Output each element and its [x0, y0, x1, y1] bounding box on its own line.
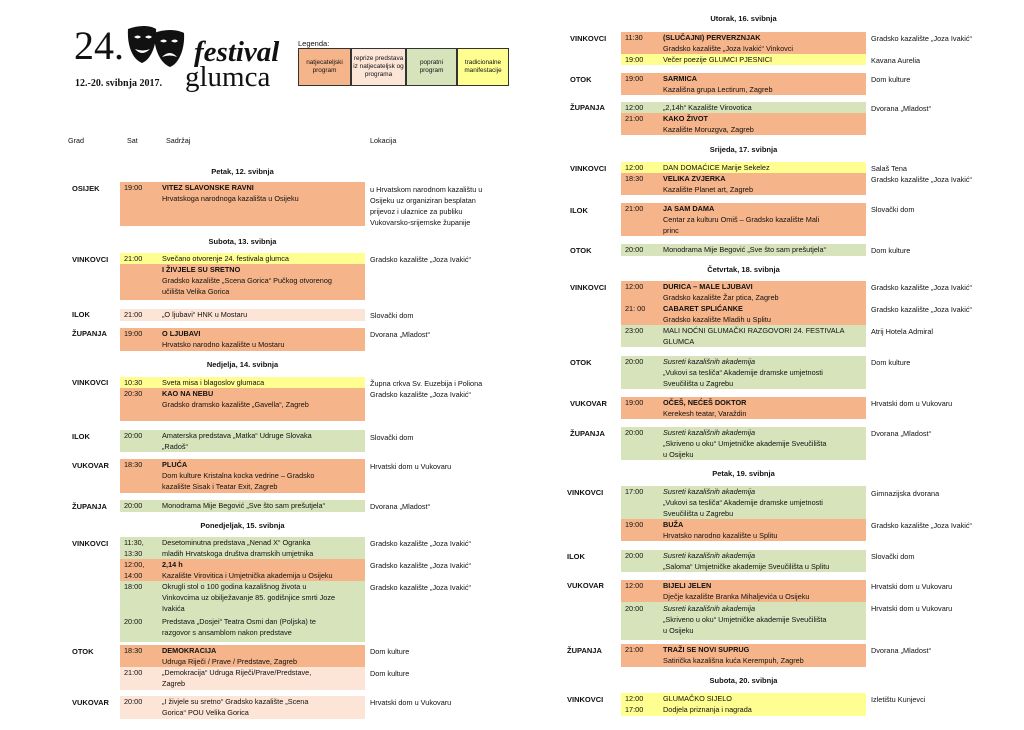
- event-row: [120, 430, 365, 452]
- event-title: SARMICA: [663, 74, 698, 83]
- event-time: 19:00: [625, 398, 644, 407]
- event-row: [621, 102, 866, 113]
- event-location: Gradsko kazalište „Joza Ivakić“: [871, 175, 972, 184]
- event-time: 20:00: [124, 501, 143, 510]
- event-location: Gradsko kazalište „Joza Ivakić“: [871, 305, 972, 314]
- event-time: 18:00: [124, 582, 143, 591]
- event-row: [120, 645, 365, 667]
- event-title: VELIKA ZVJERKA: [663, 174, 726, 183]
- event-subtitle: Udruga Riječi / Prave / Predstave, Zagreb: [162, 657, 298, 666]
- event-title: DEMOKRACIJA: [162, 646, 217, 655]
- event-text: Monodrama Mije Begović „Sve što sam prešutjela“: [663, 245, 827, 254]
- legend-reprise: reprize predstava iz natjecateljsk og programa: [351, 48, 406, 86]
- event-row: [120, 537, 365, 559]
- city-label: ŽUPANJA: [72, 502, 107, 511]
- day-header: Subota, 20. svibnja: [709, 676, 778, 685]
- event-time: 19:00: [625, 520, 644, 529]
- event-row: [621, 281, 866, 325]
- logo-number: 24.: [74, 23, 124, 68]
- city-label: VUKOVAR: [72, 698, 109, 707]
- col-header-city: Grad: [68, 136, 84, 145]
- city-label: OTOK: [570, 358, 592, 367]
- legend-side-program: popratni program: [406, 48, 457, 86]
- event-series: Susreti kazališnih akademija: [663, 487, 756, 496]
- event-time: 19:00: [124, 183, 143, 192]
- event-row: [621, 73, 866, 95]
- event-time: 20:00: [625, 357, 644, 366]
- event-location: Gradsko kazalište „Joza Ivakić“: [370, 390, 471, 399]
- event-time: 20:00: [124, 431, 143, 440]
- theatre-masks-icon: [124, 23, 190, 69]
- event-text: Sveta misa i blagoslov glumaca: [162, 378, 265, 387]
- event-text: Večer poezije GLUMCI PJESNICI: [663, 55, 773, 64]
- event-row: [120, 459, 365, 493]
- event-text: „Skriveno u oku“ Umjetničke akademije Sveučilišta u Osijeku: [663, 439, 827, 459]
- event-title: BUŽA: [663, 520, 684, 529]
- event-time: 12:00: [625, 163, 644, 172]
- event-location: Dom kulture: [871, 75, 911, 84]
- event-text: „Vukovi sa tesliča“ Akademije dramske umjetnosti Sveučilišta u Zagrebu: [663, 368, 823, 388]
- event-row: [621, 356, 866, 389]
- event-text: Predstava „Dosjei“ Teatra Osmi dan (Poljska) te razgovor s ansamblom nakon predstave: [162, 617, 316, 637]
- event-text: „O ljubavi“ HNK u Mostaru: [162, 310, 248, 319]
- event-title: PLUĆA: [162, 460, 188, 469]
- event-time: 20:00: [625, 551, 644, 560]
- event-location: Dom kulture: [370, 669, 410, 678]
- city-label: VINKOVCI: [72, 255, 109, 264]
- event-time: 12:00, 14:00: [124, 560, 145, 580]
- event-title: OČEŠ, NEĆEŠ DOKTOR: [663, 398, 747, 407]
- event-row: [120, 309, 365, 321]
- event-time: 12:00: [625, 103, 644, 112]
- event-title: JA SAM DAMA: [663, 204, 715, 213]
- event-row: [120, 253, 365, 264]
- city-label: VINKOVCI: [570, 283, 607, 292]
- event-location: Gradsko kazalište „Joza Ivakić“: [871, 283, 972, 292]
- event-text: „Vukovi sa tesliča“ Akademije dramske umjetnosti Sveučilišta u Zagrebu: [663, 498, 823, 518]
- event-time: 23:00: [625, 326, 644, 335]
- event-row: [120, 696, 365, 719]
- event-row: [120, 328, 365, 351]
- event-title: 2,14 h: [162, 560, 183, 569]
- event-location: Slovački dom: [370, 433, 414, 442]
- col-header-time: Sat: [127, 136, 138, 145]
- event-title: KAKO ŽIVOT: [663, 114, 708, 123]
- city-label: VINKOVCI: [72, 539, 109, 548]
- event-title: BIJELI JELEN: [663, 581, 712, 590]
- event-row: [621, 173, 866, 195]
- city-label: VINKOVCI: [570, 164, 607, 173]
- event-time: 20:00: [625, 428, 644, 437]
- event-time: 17:00: [625, 487, 644, 496]
- event-title: CABARET SPLIĆANKE: [663, 304, 743, 313]
- city-label: OTOK: [570, 246, 592, 255]
- festival-dates: 12.-20. svibnja 2017.: [75, 78, 162, 89]
- event-row: [621, 54, 866, 65]
- event-text: Amaterska predstava „Matka“ Udruge Slovaka „Radoš“: [162, 431, 312, 451]
- event-location: Dvorana „Mladost“: [871, 646, 932, 655]
- event-time: 20:30: [124, 389, 143, 398]
- logo-glumca: glumca: [185, 61, 271, 93]
- city-label: VUKOVAR: [72, 461, 109, 470]
- event-text: Okrugli stol o 100 godina kazališnog života u Vinkovcima uz obilježavanje 85. godišnjice smrti Joze Ivakića: [162, 582, 336, 613]
- event-time: 11:30: [625, 33, 643, 42]
- event-title: I ŽIVJELE SU SRETNO: [162, 265, 241, 274]
- event-row: [621, 244, 866, 256]
- event-location: Dvorana „Mladost“: [871, 104, 932, 113]
- event-time: 21:00: [124, 668, 143, 677]
- event-location: Gimnazijska dvorana: [871, 489, 940, 498]
- event-time: 19:00: [124, 329, 143, 338]
- event-subtitle: Gradsko kazalište „Joza Ivakić“ Vinkovci: [663, 44, 794, 53]
- event-time: 12:00: [625, 581, 644, 590]
- event-row: [621, 580, 866, 602]
- event-time: 19:00: [625, 55, 644, 64]
- event-time: 21:00: [625, 645, 644, 654]
- event-location: Dvorana „Mladost“: [871, 429, 932, 438]
- event-location: Dom kulture: [871, 246, 911, 255]
- event-text: GLUMAČKO SIJELO Dodjela priznanja i nagrada: [663, 694, 752, 714]
- event-location: Dom kulture: [370, 647, 410, 656]
- event-row: [621, 203, 866, 236]
- event-time: 10:30: [124, 378, 143, 387]
- event-row: [120, 182, 365, 226]
- event-time: 21:00: [625, 114, 644, 123]
- event-text: „I živjele su sretno“ Gradsko kazalište „Scena Gorica“ POU Velika Gorica: [162, 697, 309, 717]
- event-text: DAN DOMAĆICE Marije Sekelez: [663, 163, 770, 172]
- city-label: ŽUPANJA: [72, 329, 107, 338]
- city-label: VINKOVCI: [72, 378, 109, 387]
- legend-title: Legenda:: [298, 39, 330, 48]
- event-time: 19:00: [625, 74, 644, 83]
- event-text: Monodrama Mije Begović „Sve što sam prešutjela“: [162, 501, 326, 510]
- event-row: [621, 32, 866, 54]
- event-location: Slovački dom: [871, 205, 915, 214]
- event-time: 12:00 17:00: [625, 694, 644, 714]
- event-row: [621, 325, 866, 347]
- city-label: VINKOVCI: [567, 695, 604, 704]
- event-text: Svečano otvorenje 24. festivala glumca: [162, 254, 289, 263]
- event-row: [120, 667, 365, 690]
- event-location: Izletištu Kunjevci: [871, 695, 926, 704]
- event-subtitle: Satirička kazališna kuća Kerempuh, Zagreb: [663, 656, 804, 665]
- event-location: Salaš Tena: [871, 164, 907, 173]
- city-label: ILOK: [72, 432, 90, 441]
- event-time: 21:00: [124, 254, 143, 263]
- event-time: 12:00: [625, 282, 644, 291]
- event-row: [621, 519, 866, 541]
- event-time: 20:00: [124, 617, 143, 626]
- city-label: OSIJEK: [72, 184, 100, 193]
- event-text: „Demokracija“ Udruga Riječi/Prave/Predstave, Zagreb: [162, 668, 312, 688]
- event-subtitle: Kazališna grupa Lectirum, Zagreb: [663, 85, 773, 94]
- event-location: Hrvatski dom u Vukovaru: [370, 462, 452, 471]
- event-row: [621, 162, 866, 173]
- event-row: [621, 427, 866, 460]
- event-subtitle: Kazalište Planet art, Zagreb: [663, 185, 754, 194]
- day-header: Subota, 13. svibnja: [208, 237, 277, 246]
- city-label: OTOK: [570, 75, 592, 84]
- event-text: „2,14h“ Kazalište Virovotica: [663, 103, 752, 112]
- event-location: Hrvatski dom u Vukovaru: [370, 698, 452, 707]
- event-location: Slovački dom: [370, 311, 414, 320]
- city-label: OTOK: [72, 647, 94, 656]
- event-series: Susreti kazališnih akademija: [663, 604, 756, 613]
- event-row: [120, 264, 365, 300]
- event-location: Kavana Aurelia: [871, 56, 921, 65]
- city-label: ŽUPANJA: [567, 646, 602, 655]
- day-header: Petak, 19. svibnja: [712, 469, 775, 478]
- event-subtitle: Kerekesh teatar, Varaždin: [663, 409, 747, 418]
- day-header: Srijeda, 17. svibnja: [709, 145, 778, 154]
- event-row: [120, 581, 365, 642]
- event-subtitle: Centar za kulturu Omiš – Gradsko kazalište Mali princ: [663, 215, 820, 235]
- event-subtitle: Dom kulture Kristalna kocka vedrine – Gradsko kazalište Sisak i Teatar Exit, Zagreb: [162, 471, 315, 491]
- event-location: Atrij Hotela Admiral: [871, 327, 934, 336]
- city-label: VINKOVCI: [567, 488, 604, 497]
- event-subtitle: Gradsko kazalište Mladih u Splitu: [663, 315, 771, 324]
- event-subtitle: Gradsko kazalište Žar ptica, Zagreb: [663, 293, 779, 302]
- event-row: [621, 693, 866, 716]
- day-header: Ponedjeljak, 15. svibnja: [200, 521, 285, 530]
- event-location: Gradsko kazalište „Joza Ivakić“: [370, 539, 471, 548]
- day-header: Nedjelja, 14. svibnja: [206, 360, 279, 369]
- event-row: [120, 500, 365, 512]
- event-time: 21:00: [625, 204, 644, 213]
- event-time: 18:30: [625, 174, 644, 183]
- event-text: „Skriveno u oku“ Umjetničke akademije Sveučilišta u Osijeku: [663, 615, 827, 635]
- city-label: ŽUPANJA: [570, 103, 605, 112]
- event-subtitle: Hrvatsko narodno kazalište u Splitu: [663, 531, 778, 540]
- event-subtitle: Hrvatskoga narodnoga kazališta u Osijeku: [162, 194, 299, 203]
- event-title: (SLUČAJNI) PERVERZNJAK: [663, 33, 761, 42]
- event-time: 18:30: [124, 646, 143, 655]
- city-label: ILOK: [567, 552, 585, 561]
- event-row: [120, 377, 365, 388]
- event-title: VITEZ SLAVONSKE RAVNI: [162, 183, 254, 192]
- event-row: [621, 644, 866, 667]
- day-header: Četvrtak, 18. svibnja: [707, 265, 780, 274]
- day-header: Utorak, 16. svibnja: [710, 14, 777, 23]
- event-subtitle: Gradsko dramsko kazalište „Gavella“, Zagreb: [162, 400, 309, 409]
- event-time: 18:30: [124, 460, 143, 469]
- event-subtitle: Kazalište Moruzgva, Zagreb: [663, 125, 754, 134]
- col-header-content: Sadržaj: [166, 136, 191, 145]
- city-label: VINKOVCI: [570, 34, 607, 43]
- city-label: VUKOVAR: [567, 581, 604, 590]
- event-row: [120, 388, 365, 421]
- event-time: 11:30, 13:30: [124, 538, 144, 558]
- event-subtitle: Gradsko kazalište „Scena Gorica“ Pučkog otvorenog učilišta Velika Gorica: [162, 276, 332, 296]
- city-label: VUKOVAR: [570, 399, 607, 408]
- event-title: KAO NA NEBU: [162, 389, 214, 398]
- event-location: Dom kulture: [871, 358, 911, 367]
- event-location: Gradsko kazalište „Joza Ivakić“: [370, 583, 471, 592]
- event-time: 21:00: [124, 310, 143, 319]
- event-time: 20:00: [625, 604, 644, 613]
- city-label: ŽUPANJA: [570, 429, 605, 438]
- event-row: [621, 550, 866, 572]
- event-location: Slovački dom: [871, 552, 915, 561]
- event-row: [621, 397, 866, 419]
- city-label: ILOK: [570, 206, 588, 215]
- event-text: „Saloma“ Umjetničke akademije Sveučilišta u Splitu: [663, 562, 830, 571]
- event-title: O LJUBAVI: [162, 329, 201, 338]
- city-label: ILOK: [72, 310, 90, 319]
- event-location: Gradsko kazalište „Joza Ivakić“: [370, 255, 471, 264]
- event-subtitle: Hrvatsko narodno kazalište u Mostaru: [162, 340, 285, 349]
- logo-festival: festival: [194, 36, 280, 68]
- event-location: Gradsko kazalište „Joza Ivakić“: [871, 521, 972, 530]
- event-location: Dvorana „Mladost“: [370, 502, 431, 511]
- event-time: 20:00: [625, 245, 644, 254]
- event-location: Gradsko kazalište „Joza Ivakić“: [370, 561, 471, 570]
- event-time: 20:00: [124, 697, 143, 706]
- event-location: Hrvatski dom u Vukovaru: [871, 399, 953, 408]
- day-header: Petak, 12. svibnja: [211, 167, 274, 176]
- col-header-location: Lokacija: [370, 136, 397, 145]
- event-location: Hrvatski dom u Vukovaru: [871, 604, 953, 613]
- event-subtitle: Kazalište Virovitica i Umjetnička akademija u Osijeku: [162, 571, 333, 580]
- event-location: Župna crkva Sv. Euzebija i Poliona: [370, 379, 483, 388]
- event-series: Susreti kazališnih akademija: [663, 357, 756, 366]
- event-row: [120, 559, 365, 581]
- event-text: Desetominutna predstava „Nenad X“ Ogranka mladih Hrvatskoga društva dramskih umjetnika: [162, 538, 314, 558]
- event-row: [621, 113, 866, 135]
- event-series: Susreti kazališnih akademija: [663, 428, 756, 437]
- event-subtitle: Dječje kazalište Branka Mihaljevića u Osijeku: [663, 592, 810, 601]
- legend-traditional: tradicionalne manifestacije: [457, 48, 509, 86]
- event-location: Gradsko kazalište „Joza Ivakić“: [871, 34, 972, 43]
- event-location: Hrvatski dom u Vukovaru: [871, 582, 953, 591]
- event-row: [621, 602, 866, 640]
- event-time: 21: 00: [625, 304, 646, 313]
- event-title: TRAŽI SE NOVI SUPRUG: [663, 645, 750, 654]
- event-series: Susreti kazališnih akademija: [663, 551, 756, 560]
- event-row: [621, 486, 866, 519]
- event-text: MALI NOĆNI GLUMAČKI RAZGOVORI 24. FESTIVALA GLUMCA: [663, 326, 845, 346]
- event-location: Dvorana „Mladost“: [370, 330, 431, 339]
- event-title: DURICA – MALE LJUBAVI: [663, 282, 753, 291]
- legend-competition: natjecateljski program: [298, 48, 351, 86]
- event-location: u Hrvatskom narodnom kazalištu u Osijeku uz organiziran besplatan prijevoz i ulaznice za publiku Vukovarsko-srijemske županije: [370, 185, 483, 227]
